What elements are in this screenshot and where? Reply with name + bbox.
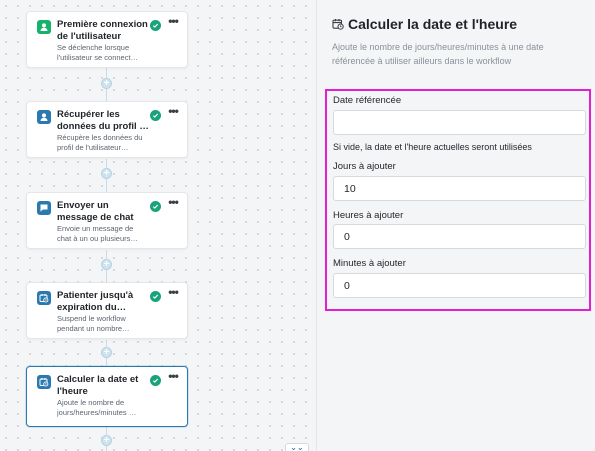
- user-icon: [37, 20, 51, 34]
- node-title: Première connexion de l'utilisateur: [57, 19, 148, 42]
- check-circle-icon: [150, 375, 161, 386]
- days-to-add-label: Jours à ajouter: [333, 161, 396, 172]
- zoom-control-button[interactable]: [285, 443, 309, 451]
- check-circle-icon: [150, 291, 161, 302]
- node-title: Calculer la date et l'heure: [57, 374, 139, 397]
- step-config-form: [325, 89, 591, 311]
- hours-to-add-label: Heures à ajouter: [333, 210, 404, 221]
- workflow-node-fetch-profile[interactable]: [26, 101, 188, 158]
- reference-date-hint: Si vide, la date et l'heure actuelles seront utilisées: [333, 142, 532, 152]
- days-to-add-input[interactable]: [333, 176, 586, 201]
- add-step-button[interactable]: +: [101, 259, 112, 270]
- reference-date-input[interactable]: [333, 110, 586, 135]
- more-icon[interactable]: •••: [168, 195, 178, 209]
- more-icon[interactable]: •••: [168, 369, 178, 383]
- hours-to-add-input[interactable]: [333, 224, 586, 249]
- calendar-clock-icon: [37, 375, 51, 389]
- add-step-button[interactable]: +: [101, 78, 112, 89]
- node-description: Ajoute le nombre de jours/heures/minutes …: [57, 398, 137, 417]
- node-title: Patienter jusqu'à expiration du: [57, 290, 134, 313]
- more-icon[interactable]: •••: [168, 14, 178, 28]
- node-title: Récupérer les données du profil …: [57, 109, 149, 132]
- more-icon[interactable]: •••: [168, 285, 178, 299]
- node-description: Suspend le workflow pendant un nombre…: [57, 314, 130, 333]
- panel-title: Calculer la date et l'heure: [348, 16, 518, 32]
- node-description: Envoie un message de chat à un ou plusieurs…: [57, 224, 138, 243]
- add-step-button[interactable]: +: [101, 168, 112, 179]
- add-step-button[interactable]: +: [101, 347, 112, 358]
- panel-header: [332, 15, 517, 33]
- node-description: Se déclenche lorsque l'utilisateur se connect…: [57, 43, 139, 62]
- check-circle-icon: [150, 20, 161, 31]
- reference-date-label: Date référencée: [333, 95, 402, 106]
- minutes-to-add-label: Minutes à ajouter: [333, 258, 406, 269]
- workflow-node-calculate-date[interactable]: [26, 366, 188, 427]
- step-config-panel: [318, 0, 595, 451]
- check-circle-icon: [150, 110, 161, 121]
- chevron-down-icon: ⌄⌄: [290, 443, 304, 451]
- calendar-clock-icon: [37, 291, 51, 305]
- more-icon[interactable]: •••: [168, 104, 178, 118]
- calendar-clock-icon: [332, 18, 344, 30]
- chat-icon: [37, 201, 51, 215]
- check-circle-icon: [150, 201, 161, 212]
- panel-subtitle: Ajoute le nombre de jours/heures/minutes à une date référencée à utiliser ailleurs dans le workflow: [332, 42, 544, 66]
- workflow-node-first-login[interactable]: [26, 11, 188, 68]
- user-icon: [37, 110, 51, 124]
- add-step-button[interactable]: +: [101, 435, 112, 446]
- minutes-to-add-input[interactable]: [333, 273, 586, 298]
- workflow-node-wait-delay[interactable]: [26, 282, 188, 339]
- node-description: Récupère les données du profil de l'utilisateur…: [57, 133, 143, 152]
- node-title: Envoyer un message de chat: [57, 200, 134, 223]
- workflow-node-send-chat[interactable]: [26, 192, 188, 249]
